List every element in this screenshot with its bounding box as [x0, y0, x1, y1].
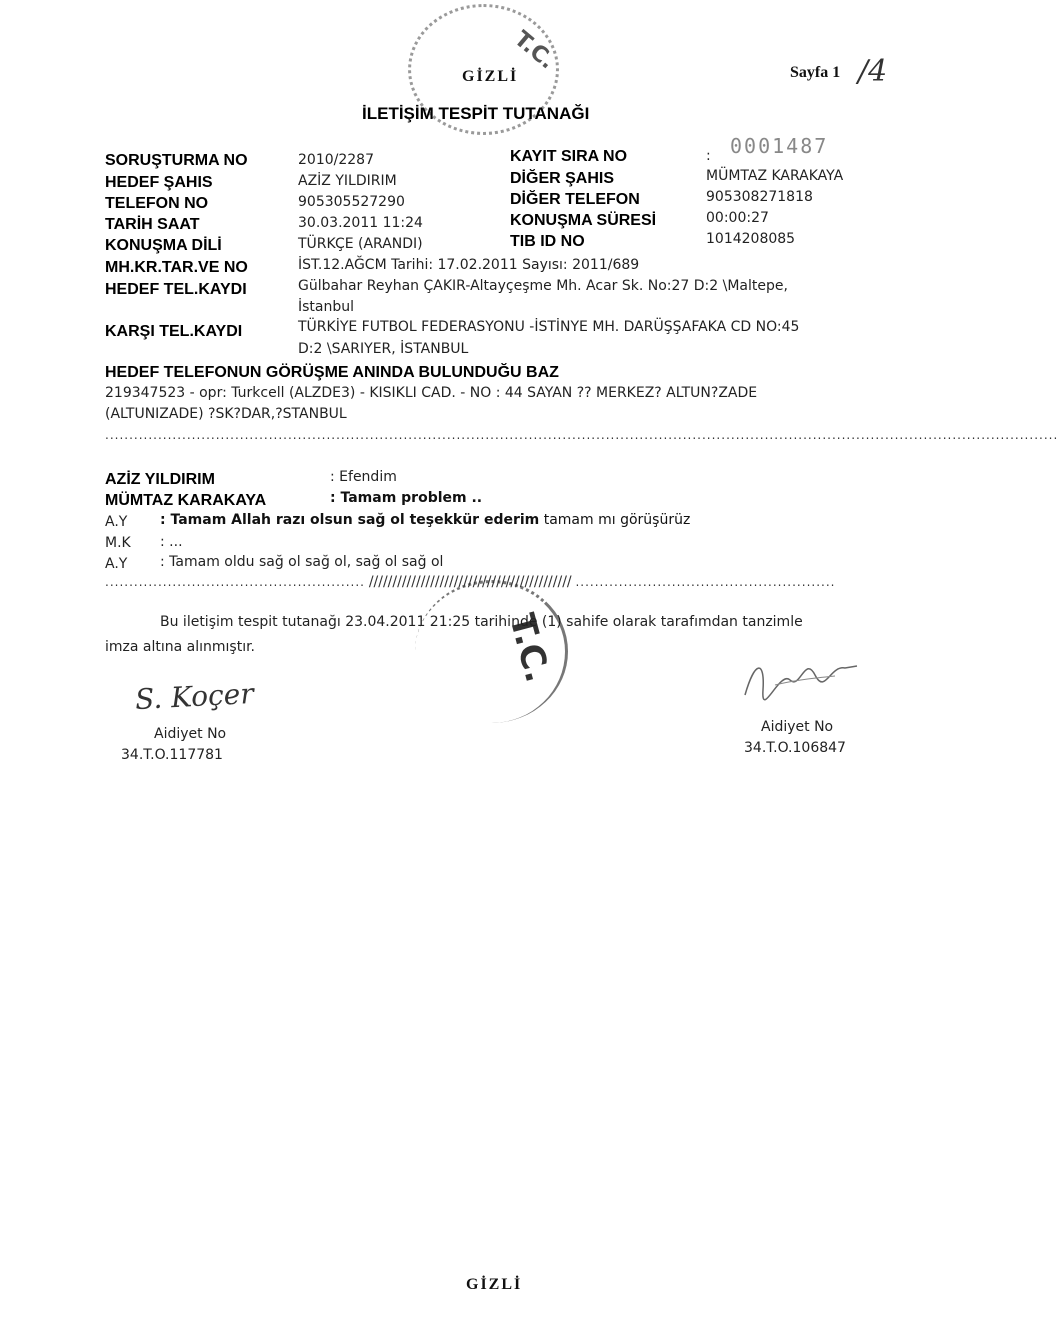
field-value-diger-sahis: MÜMTAZ KARAKAYA: [706, 168, 844, 184]
separator-slashes: ///////////////////////////////////////////: [368, 574, 572, 590]
classification-top: GİZLİ: [462, 68, 519, 85]
classification-bottom: GİZLİ: [466, 1276, 523, 1293]
field-value-hedef-tel-line2: İstanbul: [298, 299, 355, 315]
stamp-mark-top: T.C.: [509, 26, 560, 75]
field-label-hedef-sahis: HEDEF ŞAHIS: [105, 174, 213, 191]
field-label-kayit-sira-no: KAYIT SIRA NO: [510, 148, 628, 165]
dialogue-line-2: : Tamam problem ..: [330, 490, 483, 506]
field-value-tib-id-no: 1014208085: [706, 231, 796, 247]
field-value-konusma-dili: TÜRKÇE (ARANDI): [298, 236, 423, 252]
field-value-hedef-sahis: AZİZ YILDIRIM: [298, 173, 397, 189]
speaker-ay-2: A.Y: [105, 556, 128, 572]
field-value-konusma-suresi: 00:00:27: [706, 210, 769, 226]
field-value-hedef-tel-line1: Gülbahar Reyhan ÇAKIR-Altayçeşme Mh. Acar Sk. No:27 D:2 \Maltepe,: [298, 278, 788, 294]
signature-right-number: 34.T.O.106847: [744, 740, 846, 756]
dialogue-line-1: : Efendim: [330, 469, 397, 485]
signature-right-handwriting: [735, 650, 865, 710]
field-label-mh-kr: MH.KR.TAR.VE NO: [105, 259, 248, 276]
end-separator: [105, 574, 835, 590]
field-label-telefon-no: TELEFON NO: [105, 195, 209, 212]
document-title: İLETİŞİM TESPİT TUTANAĞI: [362, 104, 590, 123]
signature-right-label: Aidiyet No: [761, 719, 834, 735]
dialogue-line-3-bold: : Tamam Allah razı olsun sağ ol teşekkür ederim: [160, 512, 540, 528]
kayit-sira-stamped-number: 0001487: [730, 134, 829, 158]
speaker-aziz-yildirim: AZİZ YILDIRIM: [105, 471, 215, 488]
field-value-sorusturma-no: 2010/2287: [298, 152, 374, 168]
speaker-ay-1: A.Y: [105, 514, 128, 530]
baz-heading: HEDEF TELEFONUN GÖRÜŞME ANINDA BULUNDUĞU BAZ: [105, 364, 559, 381]
speaker-mk: M.K: [105, 535, 131, 551]
field-label-karsi-tel-kaydi: KARŞI TEL.KAYDI: [105, 323, 243, 340]
page-number-handwritten: /4: [858, 54, 888, 89]
dialogue-line-5: : Tamam oldu sağ ol sağ ol, sağ ol sağ ol: [160, 554, 444, 570]
separator-dots-short: ......................................................: [105, 575, 365, 589]
signature-left-label: Aidiyet No: [154, 726, 227, 742]
field-value-kayit-sira-no: :: [706, 148, 711, 164]
closing-line-2: imza altına alınmıştır.: [105, 639, 256, 655]
field-value-tarih-saat: 30.03.2011 11:24: [298, 215, 423, 231]
field-label-sorusturma-no: SORUŞTURMA NO: [105, 152, 248, 169]
field-value-diger-telefon: 905308271818: [706, 189, 813, 205]
field-label-tib-id-no: TIB ID NO: [510, 233, 585, 250]
field-value-telefon-no: 905305527290: [298, 194, 405, 210]
divider-dots-1: ......................................................................................................................................................................................................: [105, 428, 1058, 442]
dialogue-line-3: [160, 512, 690, 528]
field-value-karsi-tel-line1: TÜRKİYE FUTBOL FEDERASYONU -İSTİNYE MH. DARÜŞŞAFAKA CD NO:45: [298, 319, 800, 335]
separator-dots-end: ......................................................: [575, 575, 836, 589]
field-label-diger-sahis: DİĞER ŞAHIS: [510, 170, 615, 187]
baz-line1: 219347523 - opr: Turkcell (ALZDE3) - KISIKLI CAD. - NO : 44 SAYAN ?? MERKEZ? ALTUN?ZADE: [105, 385, 758, 401]
field-value-karsi-tel-line2: D:2 \SARIYER, İSTANBUL: [298, 341, 469, 357]
dialogue-line-4: : ...: [160, 534, 183, 550]
signature-left-number: 34.T.O.117781: [121, 747, 223, 763]
field-label-konusma-dili: KONUŞMA DİLİ: [105, 237, 222, 254]
signature-left-handwriting: S. Koçer: [134, 676, 255, 717]
speaker-mumtaz-karakaya: MÜMTAZ KARAKAYA: [105, 492, 267, 509]
baz-line2: (ALTUNIZADE) ?SK?DAR,?STANBUL: [105, 406, 347, 422]
page-label: Sayfa 1: [790, 64, 841, 81]
field-label-diger-telefon: DİĞER TELEFON: [510, 191, 640, 208]
field-label-hedef-tel-kaydi: HEDEF TEL.KAYDI: [105, 281, 247, 298]
field-value-mh-kr: İST.12.AĞCM Tarihi: 17.02.2011 Sayısı: 2011/689: [298, 257, 640, 273]
dialogue-line-3-rest: tamam mı görüşürüz: [539, 512, 691, 528]
stamp-mark-bottom: T.C.: [501, 609, 558, 687]
field-label-konusma-suresi: KONUŞMA SÜRESİ: [510, 212, 657, 229]
field-label-tarih-saat: TARİH SAAT: [105, 216, 200, 233]
closing-line-1: Bu iletişim tespit tutanağı 23.04.2011 21:25 tarihinde (1) sahife olarak tarafımdan tanzimle: [160, 614, 803, 630]
